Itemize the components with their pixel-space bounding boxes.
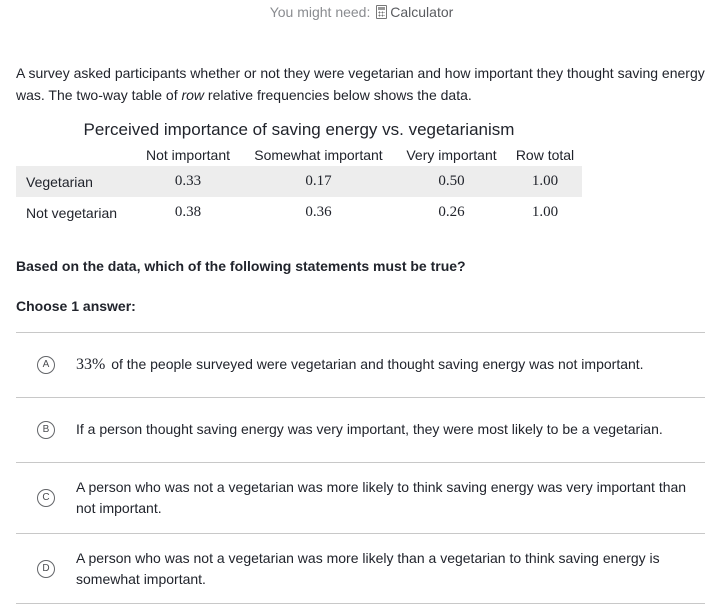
table-header-not-important: Not important bbox=[145, 147, 231, 163]
table-row-not-vegetarian bbox=[16, 197, 582, 228]
option-letter-b: B bbox=[37, 421, 55, 439]
answer-option-d[interactable] bbox=[16, 533, 705, 604]
option-letter-c: C bbox=[37, 489, 55, 507]
table-title: Perceived importance of saving energy vs. vegetarianism bbox=[83, 120, 515, 139]
option-letter-d: D bbox=[37, 560, 55, 578]
two-way-table bbox=[16, 144, 582, 228]
table-cell: 1.00 bbox=[508, 166, 582, 197]
tools-prefix: You might need: bbox=[269, 4, 371, 20]
option-text-b: If a person thought saving energy was very important, they were most likely to be a vegetarian. bbox=[76, 421, 663, 437]
table-cell: 0.36 bbox=[305, 204, 332, 220]
option-text-c: A person who was not a vegetarian was more likely to think saving energy was very important than not important. bbox=[76, 479, 687, 516]
calculator-link[interactable] bbox=[374, 4, 453, 20]
answer-options bbox=[16, 332, 705, 604]
table-header-row-total: Row total bbox=[515, 147, 575, 163]
intro-text-2: relative frequencies below shows the data. bbox=[204, 87, 472, 103]
option-text-a bbox=[76, 354, 696, 375]
table-cell: 0.26 bbox=[438, 204, 465, 220]
table-header-row bbox=[16, 144, 582, 166]
table-row-vegetarian bbox=[16, 166, 582, 197]
question-intro bbox=[16, 62, 711, 106]
option-a-statement: of the people surveyed were vegetarian and thought saving energy was not important. bbox=[111, 356, 644, 372]
table-cell: 1.00 bbox=[531, 204, 559, 220]
row-label: Not vegetarian bbox=[26, 204, 118, 221]
question-prompt: Based on the data, which of the following statements must be true? bbox=[16, 258, 466, 274]
tools-bar bbox=[0, 4, 723, 20]
table-header-somewhat-important: Somewhat important bbox=[254, 147, 383, 163]
choose-instruction: Choose 1 answer: bbox=[16, 298, 136, 314]
option-text-d: A person who was not a vegetarian was more likely than a vegetarian to think saving energy is somewhat important. bbox=[76, 550, 660, 587]
answer-option-a[interactable] bbox=[16, 332, 705, 397]
option-letter-a: A bbox=[37, 356, 55, 374]
table-header-corner bbox=[16, 144, 134, 166]
answer-option-b[interactable] bbox=[16, 397, 705, 462]
intro-text-1: A survey asked participants whether or not they were vegetarian and how important they thought saving energy was. The two-way table of bbox=[16, 65, 705, 103]
table-cell: 0.50 bbox=[395, 166, 508, 197]
row-label: Vegetarian bbox=[16, 166, 134, 197]
answer-option-c[interactable] bbox=[16, 462, 705, 533]
table-cell: 0.17 bbox=[242, 166, 395, 197]
option-a-percent: 33% bbox=[76, 356, 106, 373]
table-cell: 0.33 bbox=[134, 166, 242, 197]
calculator-label: Calculator bbox=[390, 4, 454, 20]
table-cell: 0.38 bbox=[174, 204, 202, 220]
calculator-icon bbox=[376, 5, 387, 19]
intro-emphasis: row bbox=[181, 87, 205, 103]
table-header-very-important: Very important bbox=[406, 147, 497, 163]
